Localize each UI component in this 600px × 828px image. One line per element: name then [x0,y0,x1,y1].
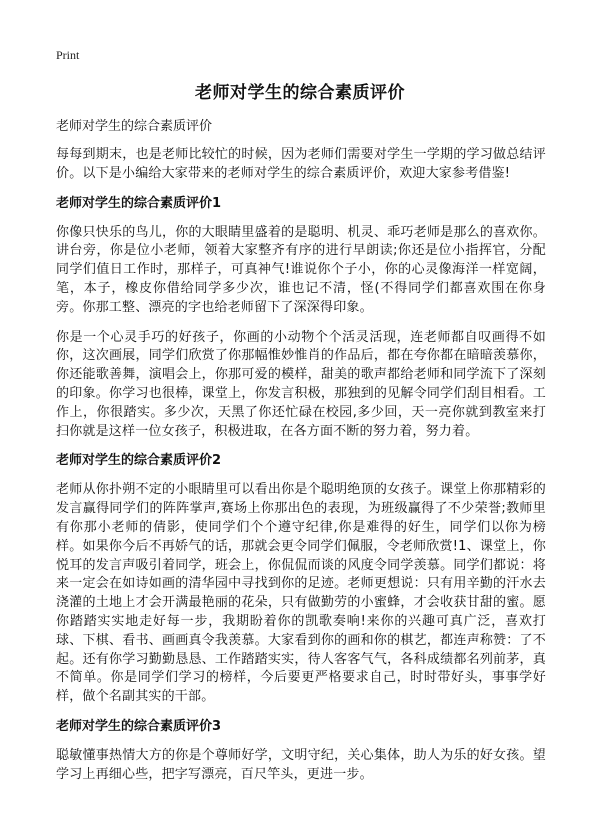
section-1-paragraph-1: 你像只快乐的鸟儿，你的大眼睛里盛着的是聪明、机灵、乖巧老师是那么的喜欢你。讲台旁，你是位小老师，领着大家整齐有序的进行早朗读;你还是位小指挥官，分配同学们值日工作时，那样子，可真神气!谁说你个子小，你的心灵像海洋一样宽阔，笔，本子，橡皮你借给同学多少次，谁也记不清，怪(不得同学们都喜欢围在你身旁。你那工整、漂亮的字也给老师留下了深深得印象。 [56,224,546,315]
document-body [56,118,546,796]
section-heading-2: 老师对学生的综合素质评价2 [56,453,222,469]
intro-paragraph: 每每到期末，也是老师比较忙的时候，因为老师们需要对学生一学期的学习做总结评价。以下是小编给大家带来的老师对学生的综合素质评价，欢迎大家参考借鉴! [56,147,546,181]
section-heading-1: 老师对学生的综合素质评价1 [56,195,222,211]
section-2-paragraph-1: 老师从你扑朔不定的小眼睛里可以看出你是个聪明绝顶的女孩子。课堂上你那精彩的发言赢得同学们的阵阵掌声,赛场上你那出色的表现，为班级赢得了不少荣誉;教师里有你那小老师的倩影，使同学们个个遵守纪律,你是难得的好生，同学们以你为榜样。如果你今后不再娇气的话，那就会更令同学们佩服，令老师欣赏!1、课堂上，你悦耳的发言声吸引着同学，班会上，你侃侃而谈的风度令同学羡慕。同学们都说：将来一定会在如诗如画的清华园中寻找到你的足迹。老师更想说：只有用辛勤的汗水去浇灌的土地上才会开满最艳丽的花朵，只有做勤劳的小蜜蜂，才会收获甘甜的蜜。愿你踏踏实实地走好每一步，我期盼着你的凯歌奏响!来你的兴趣可真广泛，喜欢打球、下棋、看书、画画真令我羡慕。大家看到你的画和你的棋艺，都连声称赞：了不起。还有你学习勤勤恳恳、工作踏踏实实，待人客客气气，各科成绩都名列前茅，真不简单。你是同学们学习的榜样，今后要更严格要求自己，时时带好头，事事学好样，做个名副其实的干部。 [56,482,546,705]
print-link[interactable]: Print [56,48,80,62]
section-heading-3: 老师对学生的综合素质评价3 [56,718,222,734]
section-3-paragraph-1: 聪敏懂事热情大方的你是个尊师好学，文明守纪，关心集体，助人为乐的好女孩。望学习上再细心些，把字写漂亮，百尺竿头，更进一步。 [56,747,546,782]
section-1-paragraph-2: 你是一个心灵手巧的好孩子，你画的小动物个个活灵活现，连老师都自叹画得不如你，这次画展，同学们欣赏了你那幅惟妙惟肖的作品后，都在夸你都在暗暗羡慕你，你还能歌善舞，演唱会上，你那可爱的模样，甜美的歌声都给老师和同学流下了深刻的印象。你学习也很棒，课堂上，你发言积极，那独到的见解令同学们刮目相看。工作上，你很踏实。多少次，天黑了你还忙碌在校园,多少回，天一亮你就到教室来打扫你就是这样一位女孩子，积极进取，在各方面不断的努力着，努力着。 [56,329,546,439]
document-subtitle: 老师对学生的综合素质评价 [56,119,213,134]
page-title: 老师对学生的综合素质评价 [195,83,405,103]
